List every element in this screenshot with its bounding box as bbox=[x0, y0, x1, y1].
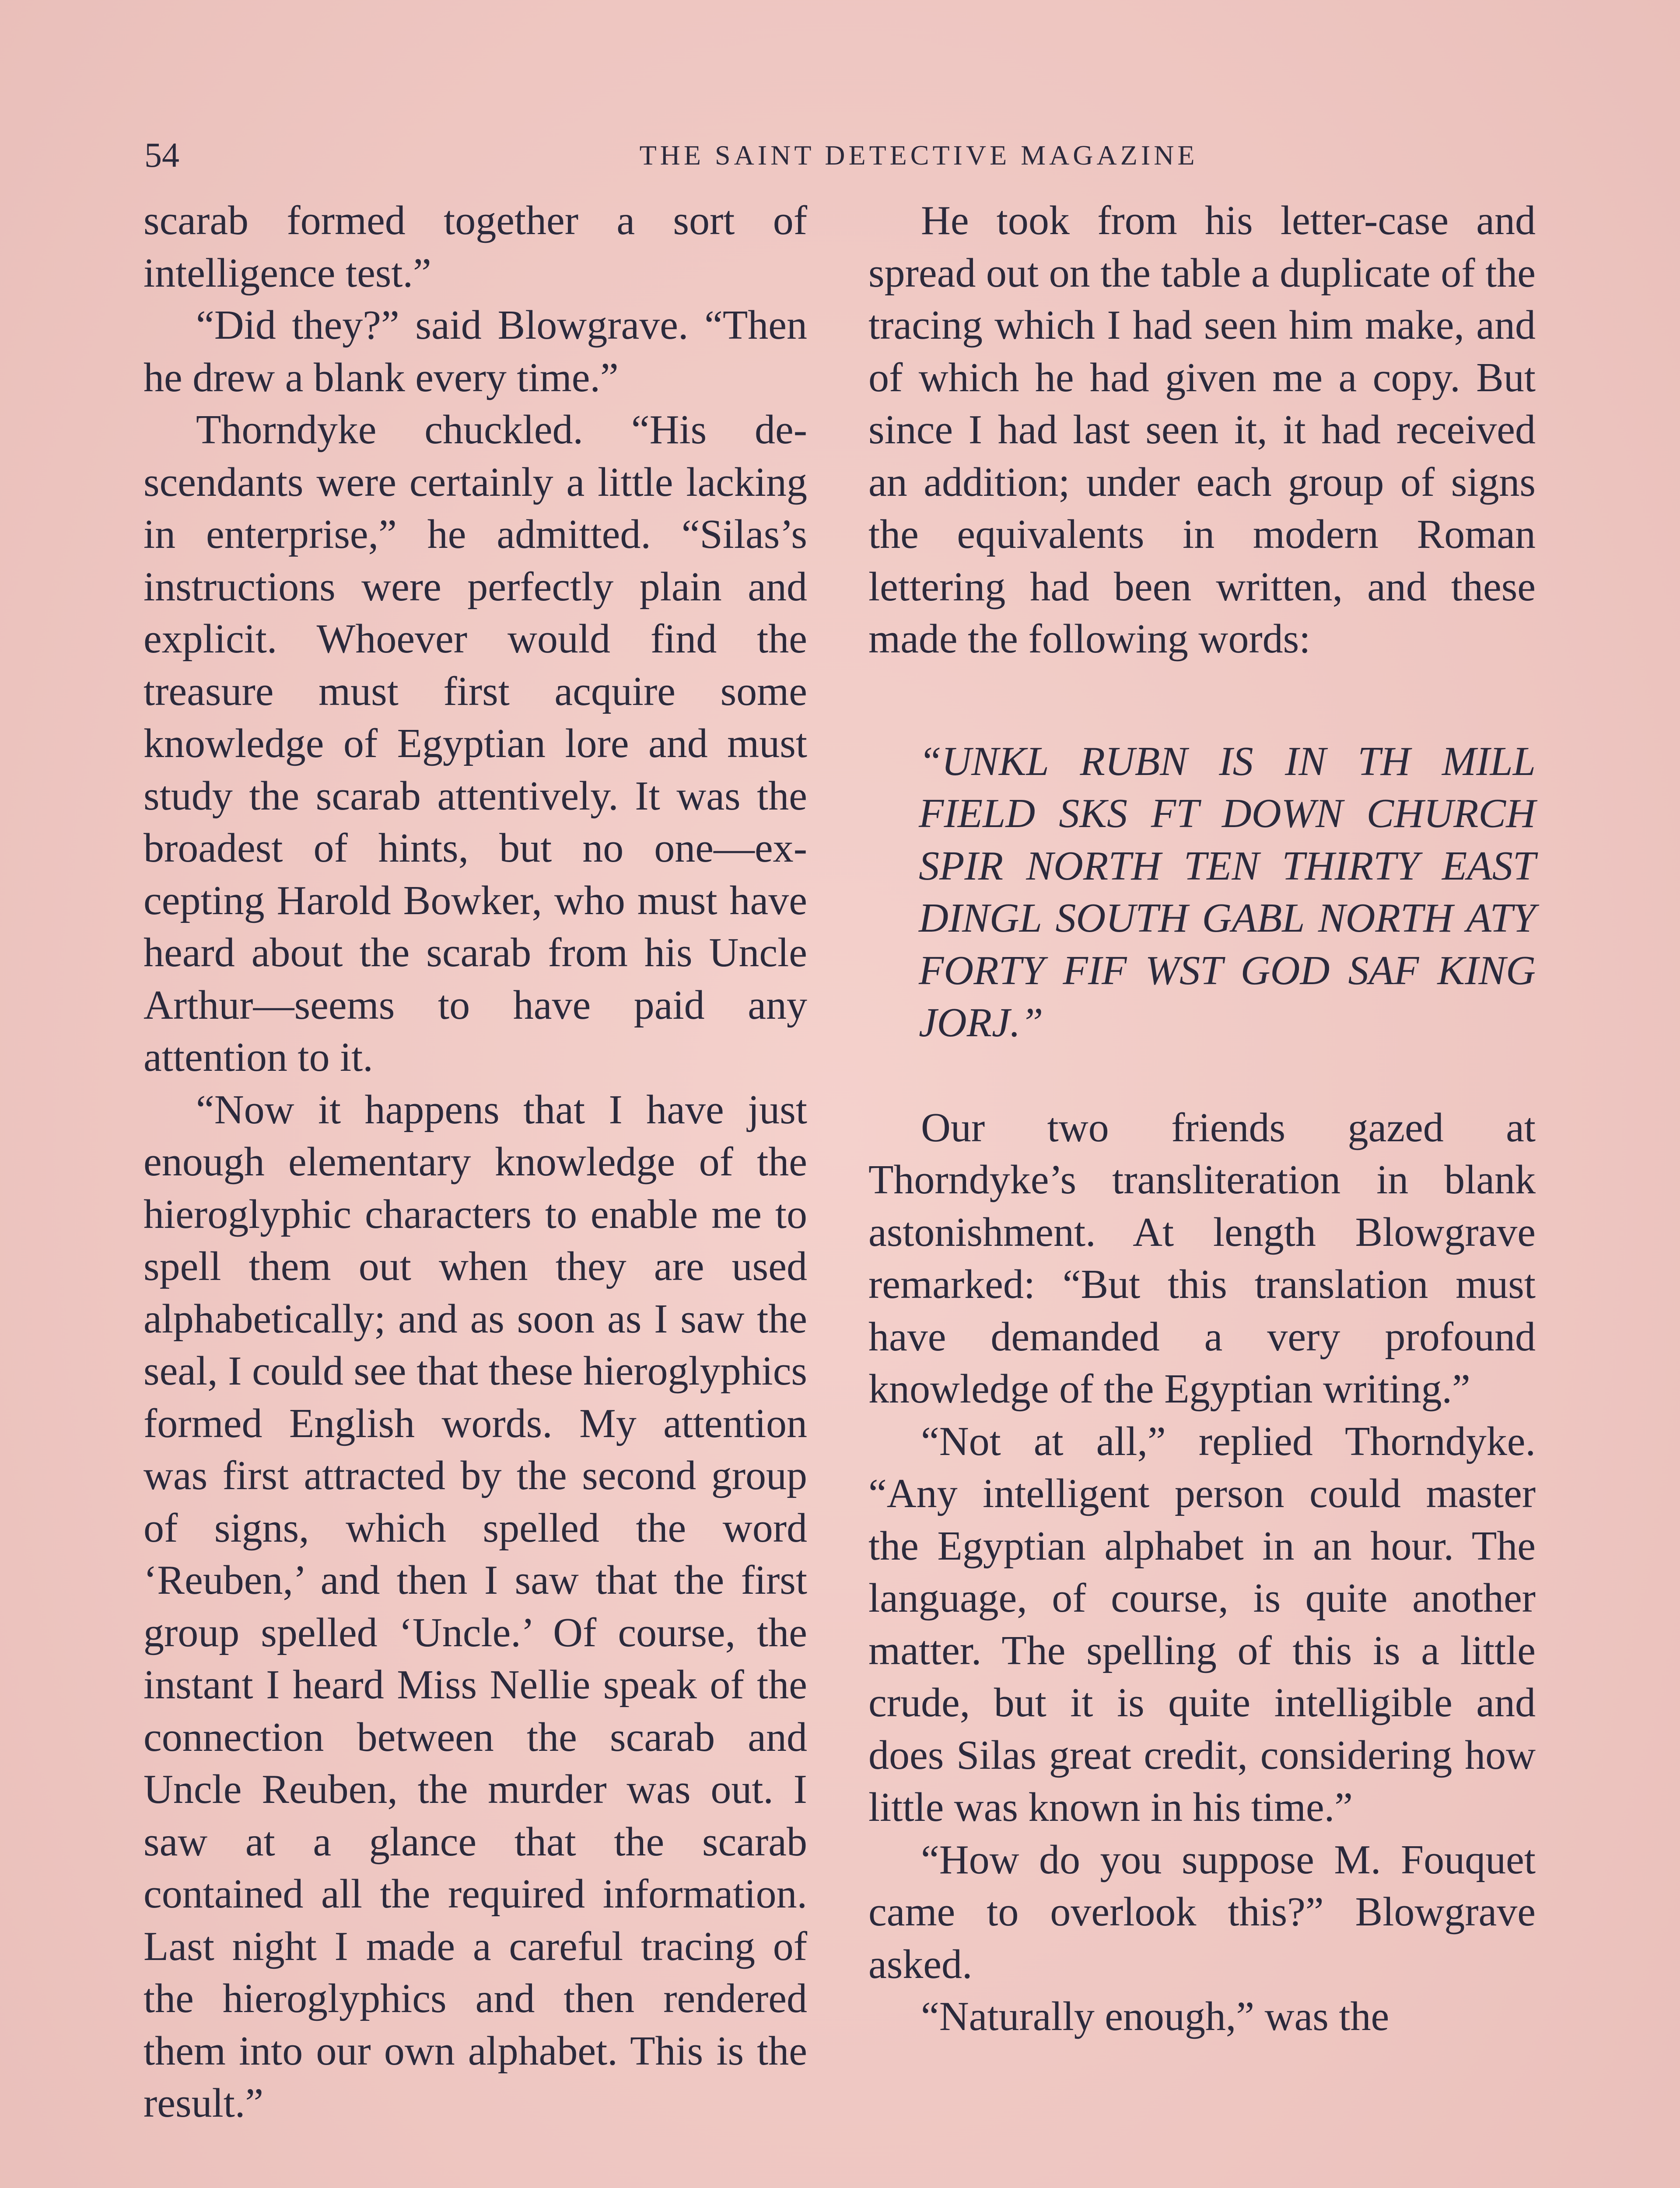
left-paragraph-3: Thorndyke chuckled. “His descendants were certainly a little lacking in enterprise,” he admitted. “Silas’s instructions were perfectly plain and explicit. Whoever would find the treasure must first acquire some knowledge of Egyptian lore and must study the scarab attentively. It was the broadest of hints, but no one—excepting Harold Bowker, who must have heard about the scarab from his Uncle Arthur—seems to have paid any attention to it. bbox=[144, 407, 807, 1080]
right-paragraph-3: “Not at all,” replied Thorndyke. “Any intelligent person could master the Egyptian alphabet in an hour. The language, of course, is quite another matter. The spelling of this is a little crude, but it is quite intelligible and does Silas great credit, considering how little was known in his time.” bbox=[868, 1418, 1536, 1830]
right-column bbox=[868, 195, 1536, 2043]
right-paragraph-5: “Naturally enough,” was the bbox=[921, 1994, 1390, 2039]
left-paragraph-2: “Did they?” said Blowgrave. “Then he drew a blank every time.” bbox=[144, 302, 807, 400]
left-column bbox=[144, 195, 807, 2130]
left-paragraph-1: scarab formed together a sort of intelligence test.” bbox=[144, 198, 807, 296]
left-paragraph-4: “Now it happens that I have just enough elementary knowledge of the hieroglyphic characters to enable me to spell them out when they are used alphabetically; and as soon as I saw the seal, I could see that these hieroglyphics formed English words. My attention was first attracted by the second group of signs, which spelled the word ‘Reuben,’ and then I saw that the first group spelled ‘Uncle.’ Of course, the instant I heard Miss Nellie speak of the connection between the scarab and Uncle Reuben, the murder was out. I saw at a glance that the scarab contained all the required information. Last night I made a careful tracing of the hieroglyphics and then rendered them into our own alphabet. This is the result.” bbox=[144, 1087, 807, 2126]
spacer bbox=[868, 666, 1536, 736]
spacer bbox=[868, 1049, 1536, 1102]
running-title: THE SAINT DETECTIVE MAGAZINE bbox=[639, 140, 1198, 171]
right-paragraph-1: He took from his letter-case and spread out on the table a duplicate of the tracing which I had seen him make, and of which he had given me a copy. But since I had last seen it, it had received an addition; under each group of signs the equivalents in modern Roman lettering had been written, and these made the following words: bbox=[868, 198, 1536, 662]
page-header bbox=[144, 131, 1544, 179]
right-paragraph-2: Our two friends gazed at Thorndyke’s transliteration in blank astonishment. At length Blowgrave remarked: “But this translation must have demanded a very profound knowledge of the Egyptian writing.” bbox=[868, 1105, 1536, 1412]
transliteration-block: “UNKL RUBN IS IN TH MILL FIELD SKS FT DOWN CHURCH SPIR NORTH TEN THIRTY EAST DINGL SOUTH GABL NORTH ATY FORTY FIF WST GOD SAF KING JORJ.” bbox=[919, 738, 1536, 1045]
page-number: 54 bbox=[144, 136, 179, 175]
right-paragraph-4: “How do you suppose M. Fouquet came to overlook this?” Blowgrave asked. bbox=[868, 1837, 1536, 1987]
